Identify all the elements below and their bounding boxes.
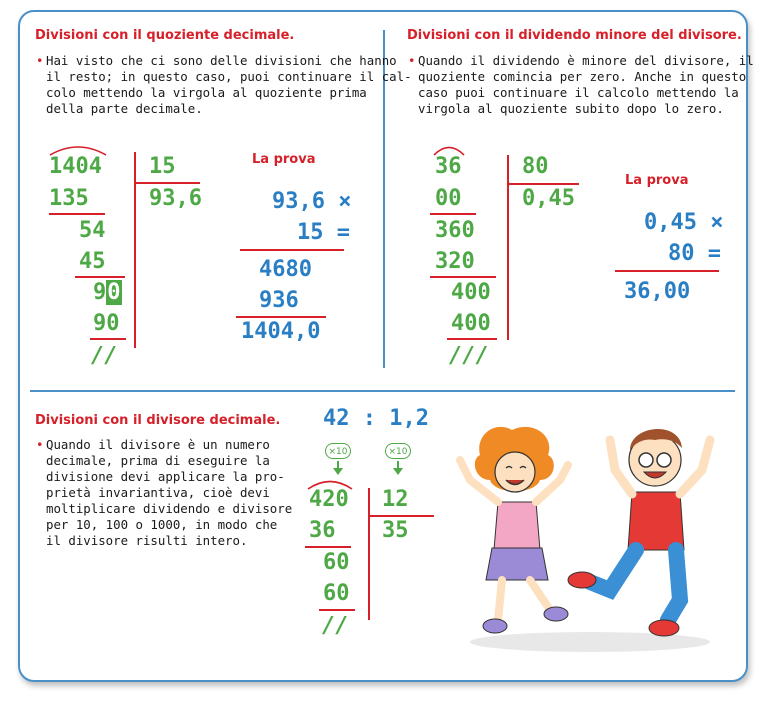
s3-step-rule [319, 609, 355, 611]
arrow-down-icon [337, 461, 339, 469]
s1-prova-rule [236, 316, 326, 318]
s2-step: 00 [435, 186, 462, 211]
s2-divisor-rule [507, 183, 579, 185]
s2-step: 320 [435, 249, 475, 274]
s2-prova-result: 36,00 [624, 279, 691, 304]
s3-operation: 42 : 1,2 [323, 406, 429, 431]
s1-step: 90 [93, 311, 120, 336]
s1-prova-partial: 936 [259, 288, 299, 313]
s3-step: 36 [309, 518, 336, 543]
s2-step-rule [430, 276, 496, 278]
s3-divisor: 12 [382, 487, 409, 512]
section1-paragraph [36, 53, 412, 117]
s1-prova-factor-b: 15 = [297, 220, 350, 245]
s1-step: 54 [79, 218, 106, 243]
girl-figure [460, 427, 568, 633]
section2-line: caso puoi continuare il calcolo mettendo la [418, 85, 739, 100]
s1-step-row [93, 282, 122, 304]
section1-line: colo mettendo la virgola al quoziente prima [46, 85, 367, 100]
section3-line: Quando il divisore è un numero [46, 437, 270, 452]
s1-remainder: // [91, 343, 118, 368]
s2-prova-rule [615, 270, 719, 272]
section2-line: quoziente comincia per zero. Anche in questo [418, 69, 747, 84]
section3-title: Divisioni con il divisore decimale. [35, 413, 281, 428]
s2-step: 400 [451, 311, 491, 336]
bullet-icon: • [36, 53, 44, 68]
s2-step-rule [430, 213, 476, 215]
arrow-down-icon [397, 461, 399, 469]
s1-step-highlight: 0 [107, 280, 121, 305]
s1-prova-rule [240, 249, 344, 251]
section3-line: prietà invariantiva, cioè devi [46, 485, 270, 500]
s2-dividend: 36 [435, 154, 462, 179]
s2-step: 400 [451, 280, 491, 305]
section2-line: Quando il dividendo è minore del divisore, il [418, 53, 754, 68]
s3-remainder: // [322, 613, 349, 638]
section3-line: moltiplicare dividendo e divisore [46, 501, 293, 516]
s3-dividend: 420 [309, 487, 349, 512]
s3-quotient: 35 [382, 518, 409, 543]
s3-vertical-rule [368, 488, 370, 620]
s2-divisor: 80 [522, 154, 549, 179]
s2-quotient: 0,45 [522, 186, 575, 211]
s1-step: 9 [93, 280, 107, 305]
s2-prova-label: La prova [625, 173, 689, 188]
section3-line: decimale, prima di eseguire la [46, 453, 270, 468]
section1-line: della parte decimale. [46, 101, 203, 116]
s1-prova-partial: 4680 [259, 257, 312, 282]
s1-step-rule [49, 213, 105, 215]
s1-dividend: 1404 [49, 154, 102, 179]
s3-divisor-rule [368, 515, 434, 517]
s1-quotient: 93,6 [149, 186, 202, 211]
section3-line: per 10, 100 o 1000, in modo che [46, 517, 278, 532]
section1-title: Divisioni con il quoziente decimale. [35, 28, 295, 43]
s2-prova-factor-b: 80 = [668, 241, 721, 266]
section2-title: Divisioni con il dividendo minore del divisore. [407, 28, 742, 43]
s1-prova-result: 1404,0 [241, 319, 321, 344]
section3-line: il divisore risulti intero. [46, 533, 248, 548]
s1-step: 135 [49, 186, 89, 211]
s2-remainder: /// [449, 343, 489, 368]
bullet-icon: • [408, 53, 416, 68]
times-ten-badge-left: ×10 [325, 443, 351, 459]
s1-step-rule [90, 338, 126, 340]
s2-step: 360 [435, 218, 475, 243]
s1-prova-label: La prova [252, 152, 316, 167]
s1-step: 45 [79, 249, 106, 274]
section1-line: il resto; in questo caso, puoi continuare il cal- [46, 69, 412, 84]
section3-line: divisione devi applicare la pro- [46, 469, 285, 484]
dancing-children-illustration [440, 410, 740, 660]
s3-step: 60 [323, 581, 350, 606]
section3-paragraph [36, 437, 293, 549]
section1-line: Hai visto che ci sono delle divisioni che hanno [46, 53, 397, 68]
s1-step-rule [75, 276, 125, 278]
s2-prova-factor-a: 0,45 × [644, 210, 724, 235]
bullet-icon: • [36, 437, 44, 452]
times-ten-badge-right: ×10 [385, 443, 411, 459]
s3-step: 60 [323, 550, 350, 575]
s3-step-rule [305, 546, 351, 548]
s1-prova-factor-a: 93,6 × [272, 189, 352, 214]
section2-line: virgola al quoziente subito dopo lo zero. [418, 101, 724, 116]
horizontal-divider [30, 390, 735, 392]
s1-divisor-rule [134, 182, 200, 184]
s2-step-rule [447, 338, 497, 340]
boy-figure [568, 429, 710, 636]
section2-paragraph [408, 53, 754, 117]
s1-divisor: 15 [149, 154, 176, 179]
